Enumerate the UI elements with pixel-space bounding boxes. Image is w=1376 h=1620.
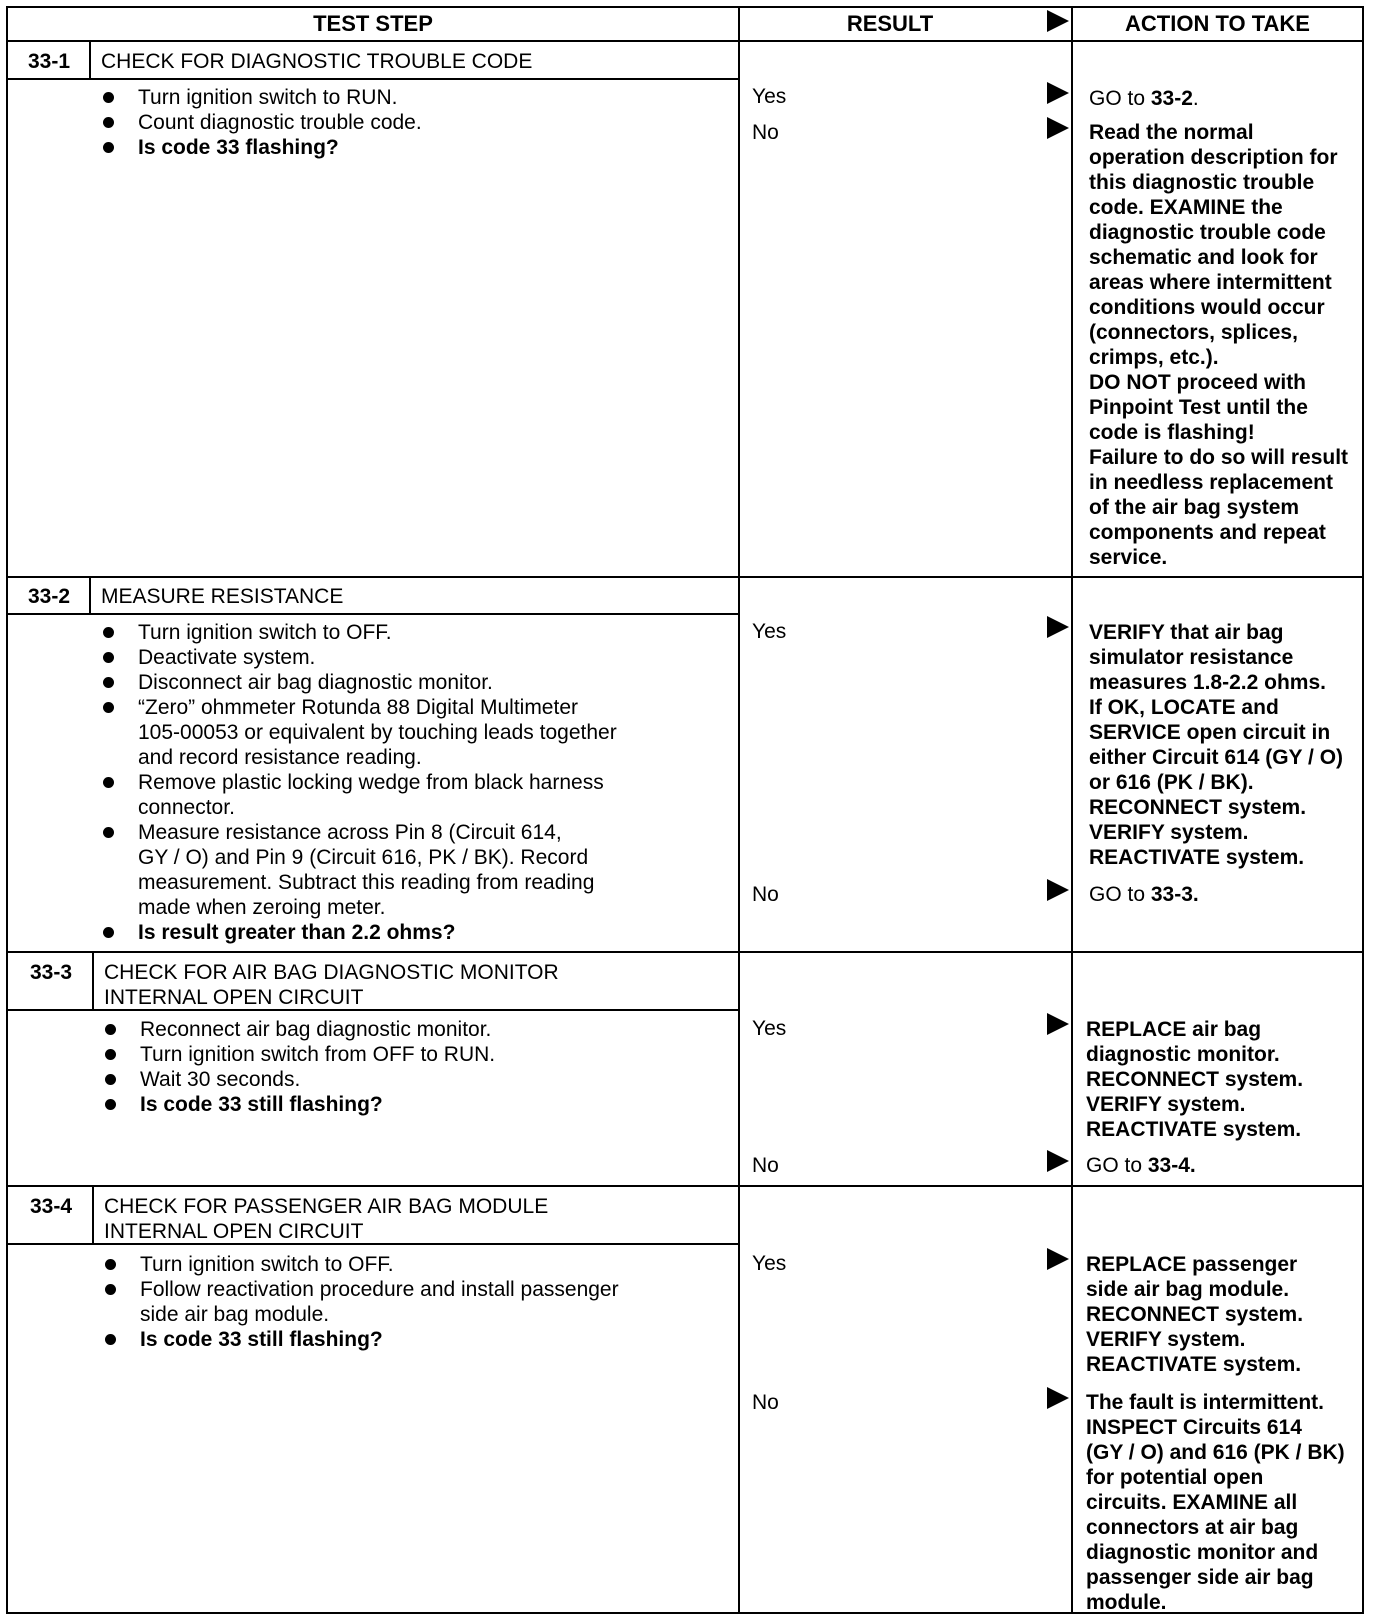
action-line: measures 1.8-2.2 ohms. [1089,671,1326,694]
action-yes [1086,1252,1303,1377]
action-text: GO to [1089,87,1151,110]
header-test-step: TEST STEP [313,11,433,36]
header-arrow-icon [1047,10,1069,32]
action-line: of the air bag system [1089,496,1300,519]
action-line: Read the normal [1089,121,1254,144]
step-question: Is code 33 still flashing? [140,1093,383,1116]
arrow-icon [1047,1387,1069,1409]
step-instruction: Turn ignition switch from OFF to RUN. [140,1043,496,1066]
bullet-icon [103,117,114,128]
step-number-divider [92,1187,94,1244]
step-instruction: Follow reactivation procedure and install passenger side air bag module. [140,1278,619,1326]
bullet-icon [103,702,114,713]
bullet-icon [103,627,114,638]
result-yes: Yes [752,620,787,643]
row-separator [6,1185,1364,1187]
step-title: CHECK FOR AIR BAG DIAGNOSTIC MONITOR INTERNAL OPEN CIRCUIT [104,961,559,1009]
action-line: (connectors, splices, [1089,321,1298,344]
step-question: Is code 33 flashing? [138,136,339,159]
action-line: If OK, LOCATE and [1089,696,1279,719]
step-instruction: Reconnect air bag diagnostic monitor. [140,1018,492,1041]
step-question: Is result greater than 2.2 ohms? [138,921,456,944]
arrow-icon [1047,1013,1069,1035]
action-line: REACTIVATE system. [1086,1118,1302,1141]
step-instruction: “Zero” ohmmeter Rotunda 88 Digital Multimeter 105-00053 or equivalent by touching leads together and record resistance reading. [138,696,617,769]
arrow-icon [1047,879,1069,901]
action-step-ref: 33-4. [1147,1154,1196,1177]
action-line: Failure to do so will result [1089,446,1349,469]
bullet-icon [105,1259,116,1270]
action-line: in needless replacement [1089,471,1333,494]
action-step-ref: 33-3. [1150,883,1199,906]
action-line: code. EXAMINE the [1089,196,1283,219]
step-title: CHECK FOR PASSENGER AIR BAG MODULE INTERNAL OPEN CIRCUIT [104,1195,549,1243]
header-result: RESULT [846,11,934,36]
row-separator [6,951,1364,953]
bullet-icon [105,1334,116,1345]
action-line: connectors at air bag [1086,1516,1299,1539]
action-line: code is flashing! [1089,421,1255,444]
action-line: service. [1089,546,1168,569]
result-no: No [752,1154,779,1177]
bullet-icon [105,1284,116,1295]
action-yes [1089,86,1199,111]
action-line: The fault is intermittent. [1086,1391,1325,1414]
action-line: side air bag module. [1086,1278,1290,1301]
bullet-icon [103,827,114,838]
step-instruction: Wait 30 seconds. [140,1068,301,1091]
action-line: REACTIVATE system. [1086,1353,1302,1376]
step-instruction: Count diagnostic trouble code. [138,111,422,134]
action-line: diagnostic monitor and [1086,1541,1319,1564]
action-text: GO to [1089,883,1151,906]
step-number-divider [89,578,91,614]
step-title: MEASURE RESISTANCE [101,585,344,608]
step-number: 33-4 [29,1195,73,1218]
action-line: VERIFY that air bag [1089,621,1284,644]
result-column-left-border [738,6,740,1614]
step-instruction: Deactivate system. [138,646,316,669]
table-left-border [6,6,8,1614]
action-line: REPLACE air bag [1086,1018,1262,1041]
action-line: either Circuit 614 (GY / O) [1089,746,1344,769]
header-bottom-border [6,40,1364,42]
action-line: conditions would occur [1089,296,1325,319]
bullet-icon [103,652,114,663]
step-title-underline [6,613,739,615]
action-line: circuits. EXAMINE all [1086,1491,1298,1514]
action-line: INSPECT Circuits 614 [1086,1416,1302,1439]
action-text: . [1192,87,1199,110]
step-question: Is code 33 still flashing? [140,1328,383,1351]
header-action: ACTION TO TAKE [1125,11,1310,36]
action-line: RECONNECT system. [1086,1068,1304,1091]
action-line: simulator resistance [1089,646,1294,669]
bullet-icon [105,1099,116,1110]
action-yes [1086,1017,1303,1142]
action-line: schematic and look for [1089,246,1318,269]
step-number-divider [92,953,94,1010]
step-number: 33-1 [27,50,71,73]
action-no [1086,1390,1345,1615]
action-line: for potential open [1086,1466,1264,1489]
result-yes: Yes [752,1252,787,1275]
arrow-icon [1047,82,1069,104]
action-line: this diagnostic trouble [1089,171,1315,194]
result-yes: Yes [752,1017,787,1040]
step-instruction: Measure resistance across Pin 8 (Circuit 614, GY / O) and Pin 9 (Circuit 616, PK / BK). Record measurement. Subtract this reading from reading made when zeroing meter. [138,821,595,919]
result-yes: Yes [752,85,787,108]
action-line: (GY / O) and 616 (PK / BK) [1086,1441,1345,1464]
action-column-left-border [1071,6,1073,1614]
step-number: 33-3 [29,961,73,984]
step-number-divider [89,42,91,78]
action-line: VERIFY system. [1086,1328,1246,1351]
action-text: GO to [1086,1154,1148,1177]
result-no: No [752,121,779,144]
bullet-icon [105,1074,116,1085]
step-instruction: Turn ignition switch to RUN. [138,86,398,109]
bullet-icon [103,92,114,103]
step-instruction: Turn ignition switch to OFF. [138,621,392,644]
bullet-icon [103,777,114,788]
action-no [1086,1153,1196,1178]
result-no: No [752,883,779,906]
step-title-underline [6,78,739,80]
action-line: Pinpoint Test until the [1089,396,1308,419]
action-line: passenger side air bag [1086,1566,1314,1589]
action-line: components and repeat [1089,521,1326,544]
action-line: diagnostic trouble code [1089,221,1326,244]
result-no: No [752,1391,779,1414]
action-line: module. [1086,1591,1167,1614]
action-no [1089,120,1348,570]
action-line: REPLACE passenger [1086,1253,1298,1276]
action-line: RECONNECT system. [1089,796,1307,819]
bullet-icon [103,927,114,938]
action-line: DO NOT proceed with [1089,371,1307,394]
step-instruction: Disconnect air bag diagnostic monitor. [138,671,493,694]
table-right-border [1362,6,1364,1614]
table-top-border [6,6,1364,8]
action-no [1089,882,1199,907]
bullet-icon [103,677,114,688]
action-line: or 616 (PK / BK). [1089,771,1254,794]
bullet-icon [103,142,114,153]
bullet-icon [105,1049,116,1060]
step-title: CHECK FOR DIAGNOSTIC TROUBLE CODE [101,50,533,73]
action-line: SERVICE open circuit in [1089,721,1331,744]
action-line: REACTIVATE system. [1089,846,1305,869]
step-number: 33-2 [27,585,71,608]
action-line: crimps, etc.). [1089,346,1219,369]
step-instruction: Remove plastic locking wedge from black harness connector. [138,771,604,819]
action-yes [1089,620,1343,870]
action-line: RECONNECT system. [1086,1303,1304,1326]
action-line: VERIFY system. [1086,1093,1246,1116]
action-line: VERIFY system. [1089,821,1249,844]
arrow-icon [1047,117,1069,139]
row-separator [6,576,1364,578]
bullet-icon [105,1024,116,1035]
action-line: operation description for [1089,146,1338,169]
arrow-icon [1047,1150,1069,1172]
action-line: diagnostic monitor. [1086,1043,1280,1066]
arrow-icon [1047,616,1069,638]
action-line: areas where intermittent [1089,271,1332,294]
step-instruction: Turn ignition switch to OFF. [140,1253,394,1276]
action-step-ref: 33-2 [1150,87,1193,110]
arrow-icon [1047,1248,1069,1270]
